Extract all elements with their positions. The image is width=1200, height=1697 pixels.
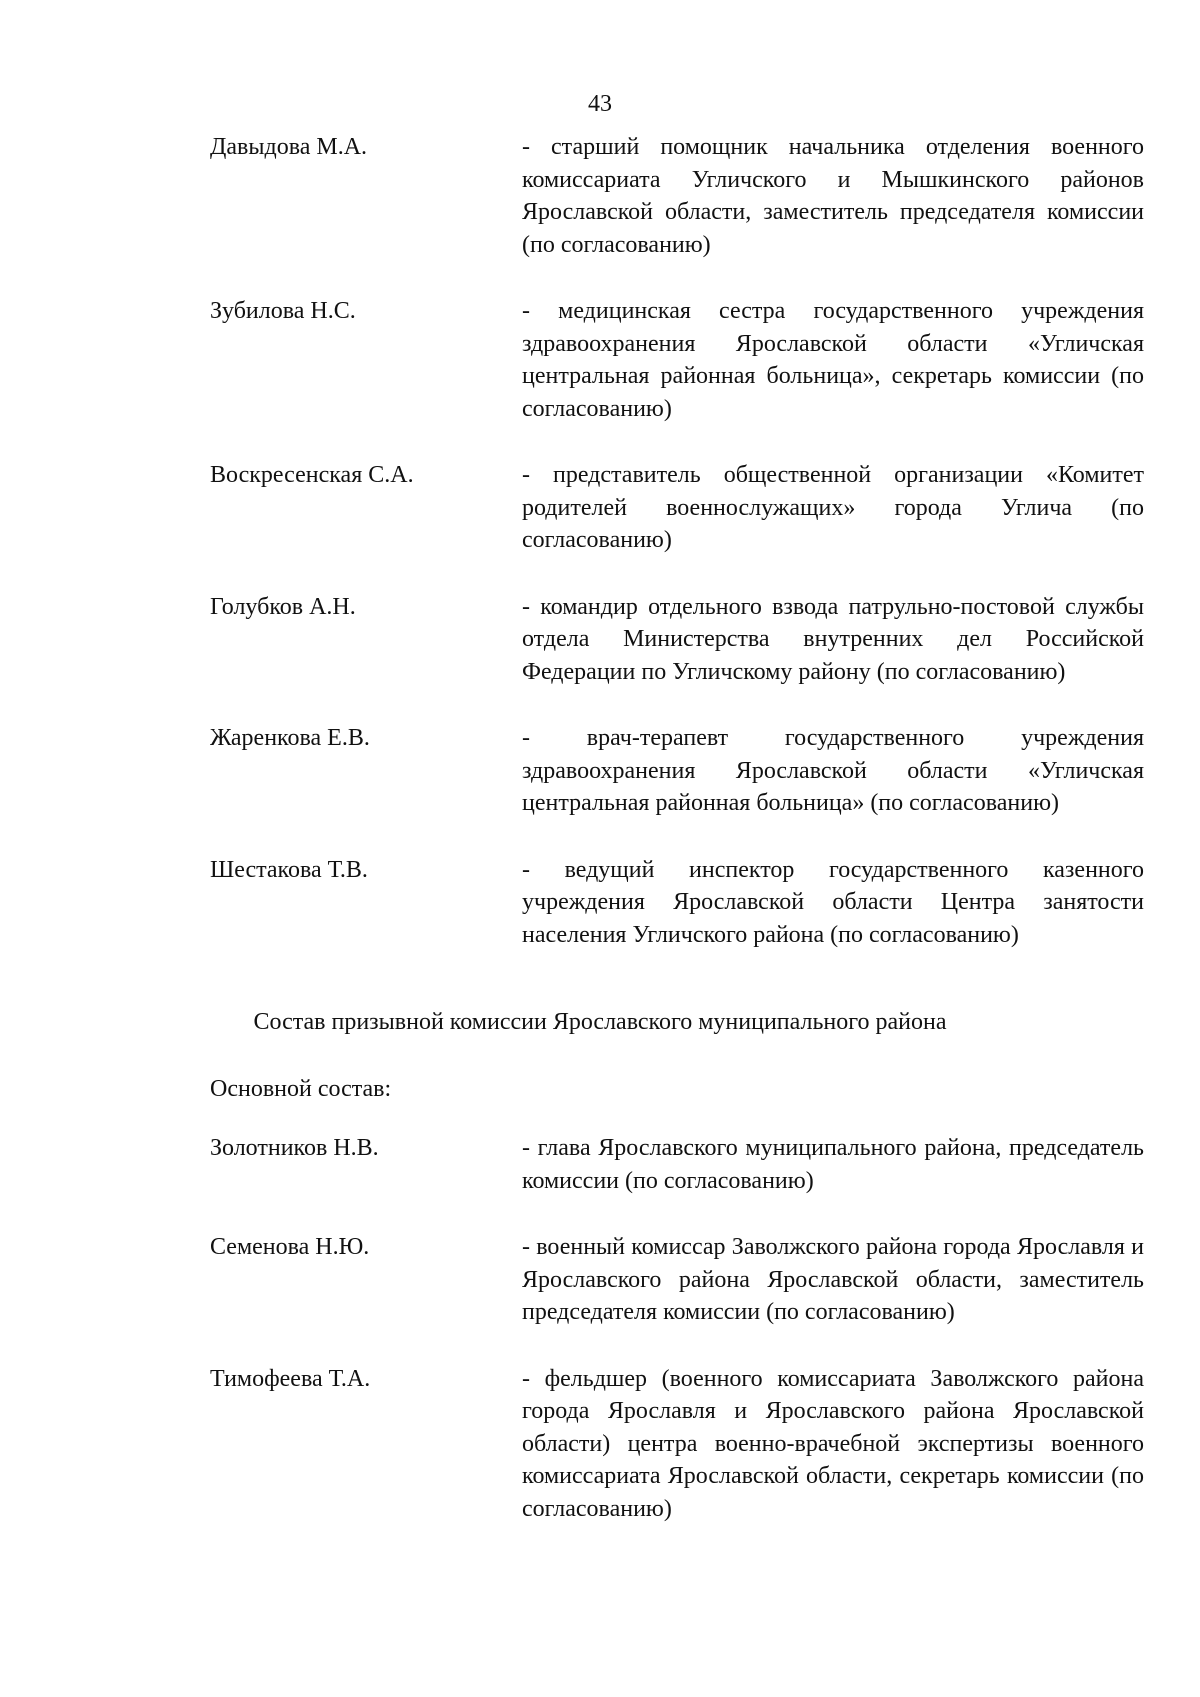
member-role: - командир отдельного взвода патрульно-постовой службы отдела Министерства внутренних дел Российской Федерации по Угличскому району (по согласованию) [522, 593, 1144, 685]
commission-members-list [210, 131, 1150, 985]
member-name: Зубилова Н.С. [210, 298, 356, 324]
member-name: Семенова Н.Ю. [210, 1234, 370, 1260]
member-role: - ведущий инспектор государственного казенного учреждения Ярославской области Центра занятости населения Угличского района (по согласованию) [522, 856, 1144, 948]
member-role: - врач-терапевт государственного учреждения здравоохранения Ярославской области «Угличская центральная районная больница» (по согласованию) [522, 725, 1144, 816]
section-title: Состав призывной комиссии Ярославского муниципального района [253, 1009, 947, 1035]
member-name: Шестакова Т.В. [210, 856, 368, 883]
subsection-label: Основной состав: [210, 1076, 392, 1102]
member-entry [210, 722, 1150, 820]
member-entry [210, 1363, 1150, 1526]
member-role: - медицинская сестра государственного учреждения здравоохранения Ярославской области «Угличская центральная районная больница», секретарь комиссии (по согласованию) [522, 298, 1144, 422]
member-entry [210, 1231, 1150, 1329]
member-role: - представитель общественной организации «Комитет родителей военнослужащих» города Углича (по согласованию) [522, 462, 1144, 553]
member-entry [210, 1132, 1150, 1197]
page-number: 43 [588, 91, 612, 117]
member-entry [210, 854, 1150, 952]
member-name: Воскресенская С.А. [210, 462, 414, 488]
member-entry [210, 295, 1150, 425]
member-entry [210, 459, 1150, 557]
member-role: - военный комиссар Заволжского района города Ярославля и Ярославского района Ярославской области, заместитель председателя комиссии (по согласованию) [522, 1234, 1144, 1325]
member-name: Золотников Н.В. [210, 1135, 379, 1161]
member-role: - глава Ярославского муниципального района, председатель комиссии (по согласованию) [522, 1135, 1144, 1194]
member-name: Тимофеева Т.А. [210, 1365, 371, 1392]
member-entry [210, 131, 1150, 261]
member-name: Голубков А.Н. [210, 593, 356, 620]
member-role: - фельдшер (военного комиссариата Заволжского района города Ярославля и Ярославского района Ярославской области) центра военно-врачебной экспертизы военного комиссариата Ярославской области, секретарь комиссии (по согласованию) [522, 1365, 1144, 1522]
member-role: - старший помощник начальника отделения военного комиссариата Угличского и Мышкинского районов Ярославской области, заместитель председателя комиссии (по согласованию) [522, 134, 1144, 258]
member-name: Жаренкова Е.В. [210, 725, 370, 751]
member-name: Давыдова М.А. [210, 134, 368, 160]
member-entry [210, 591, 1150, 689]
commission-members-list [210, 1132, 1150, 1559]
